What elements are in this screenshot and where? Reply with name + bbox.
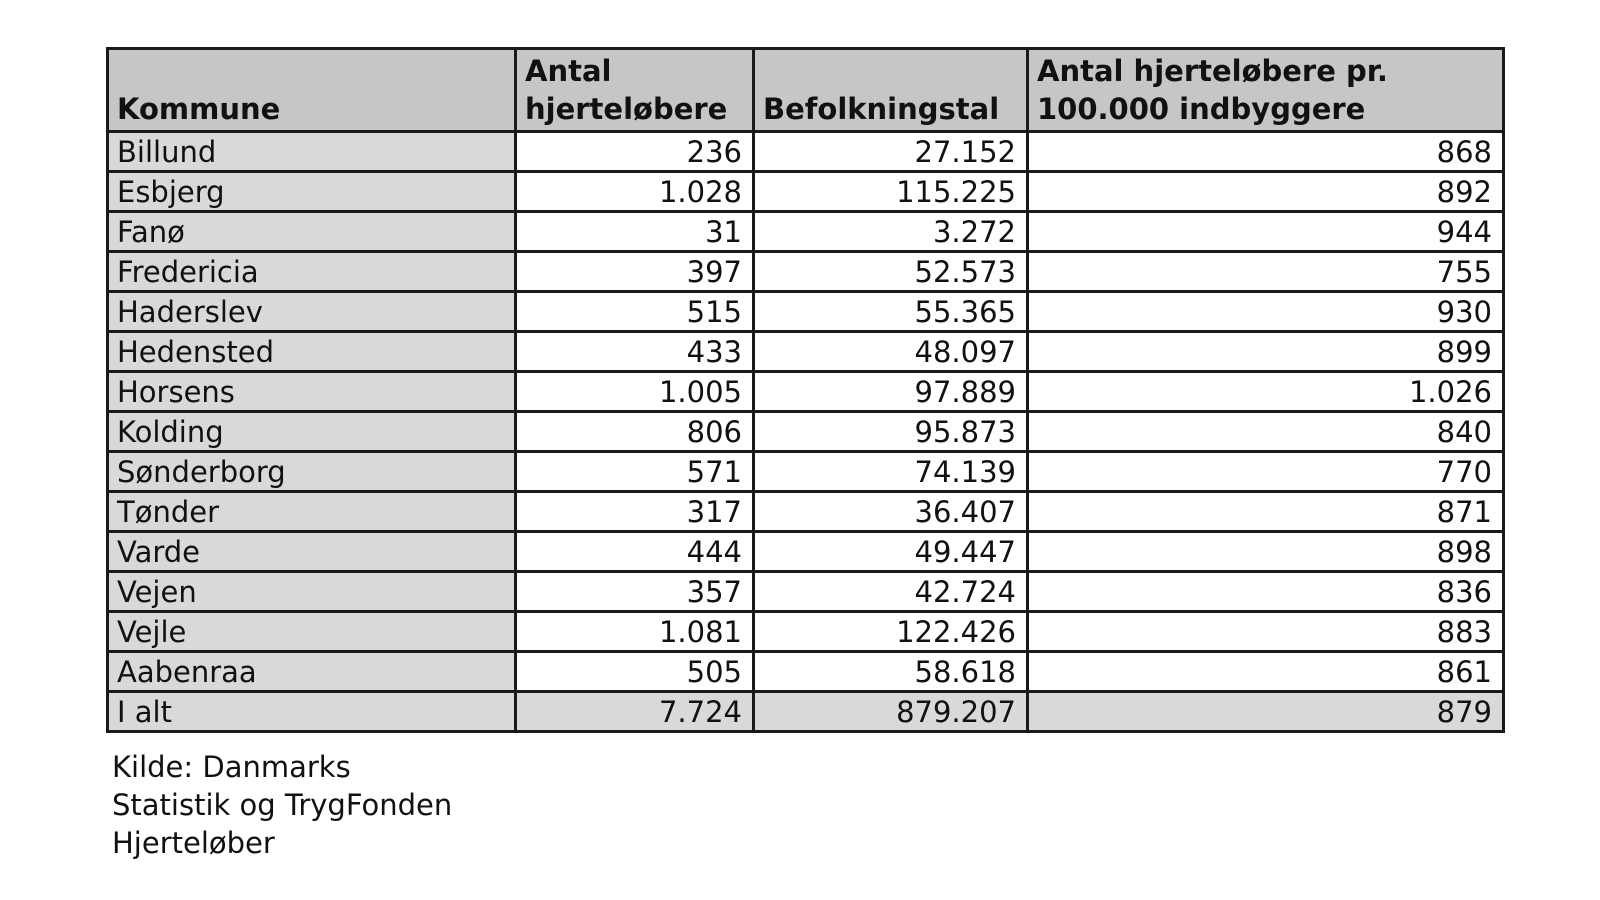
befolkningstal-cell: 55.365 bbox=[754, 292, 1028, 332]
befolkningstal-cell: 122.426 bbox=[754, 612, 1028, 652]
befolkningstal-cell: 58.618 bbox=[754, 652, 1028, 692]
table-row bbox=[108, 132, 1504, 172]
kommune-cell: Vejen bbox=[108, 572, 516, 612]
kommune-cell: Vejle bbox=[108, 612, 516, 652]
table-row bbox=[108, 572, 1504, 612]
table-row bbox=[108, 332, 1504, 372]
header-per-100000 bbox=[1028, 49, 1504, 132]
kommune-cell: Fanø bbox=[108, 212, 516, 252]
per-100000-cell: 861 bbox=[1028, 652, 1504, 692]
table-row bbox=[108, 532, 1504, 572]
per-100000-cell: 930 bbox=[1028, 292, 1504, 332]
table-header-row bbox=[108, 49, 1504, 132]
header-per-100000-line-1: Antal hjerteløbere pr. bbox=[1037, 54, 1388, 88]
kommune-cell: Tønder bbox=[108, 492, 516, 532]
table-row bbox=[108, 252, 1504, 292]
source-note bbox=[112, 748, 512, 862]
kommune-cell: Kolding bbox=[108, 412, 516, 452]
header-befolkningstal bbox=[754, 49, 1028, 132]
per-100000-cell: 840 bbox=[1028, 412, 1504, 452]
antal-cell: 505 bbox=[516, 652, 754, 692]
antal-cell: 397 bbox=[516, 252, 754, 292]
kommune-cell: Sønderborg bbox=[108, 452, 516, 492]
antal-cell: 515 bbox=[516, 292, 754, 332]
antal-cell: 236 bbox=[516, 132, 754, 172]
antal-cell: 1.028 bbox=[516, 172, 754, 212]
kommune-cell: Varde bbox=[108, 532, 516, 572]
per-100000-cell: 892 bbox=[1028, 172, 1504, 212]
table-row bbox=[108, 172, 1504, 212]
per-100000-cell: 868 bbox=[1028, 132, 1504, 172]
antal-cell: 317 bbox=[516, 492, 754, 532]
antal-cell: 433 bbox=[516, 332, 754, 372]
befolkningstal-cell: 27.152 bbox=[754, 132, 1028, 172]
per-100000-cell: 770 bbox=[1028, 452, 1504, 492]
header-antal-line-2: hjerteløbere bbox=[525, 92, 728, 126]
befolkningstal-cell: 52.573 bbox=[754, 252, 1028, 292]
table-row bbox=[108, 412, 1504, 452]
antal-cell: 1.081 bbox=[516, 612, 754, 652]
source-line-3: Hjerteløber bbox=[112, 826, 275, 860]
kommune-cell: Horsens bbox=[108, 372, 516, 412]
kommune-cell: Haderslev bbox=[108, 292, 516, 332]
befolkningstal-cell: 97.889 bbox=[754, 372, 1028, 412]
befolkningstal-cell: 36.407 bbox=[754, 492, 1028, 532]
befolkningstal-cell: 879.207 bbox=[754, 692, 1028, 732]
per-100000-cell: 755 bbox=[1028, 252, 1504, 292]
per-100000-cell: 879 bbox=[1028, 692, 1504, 732]
municipality-table bbox=[106, 47, 1505, 733]
header-per-100000-line-2: 100.000 indbyggere bbox=[1037, 92, 1366, 126]
befolkningstal-cell: 3.272 bbox=[754, 212, 1028, 252]
antal-cell: 444 bbox=[516, 532, 754, 572]
kommune-cell: Billund bbox=[108, 132, 516, 172]
header-antal-line-1: Antal bbox=[525, 54, 612, 88]
befolkningstal-cell: 74.139 bbox=[754, 452, 1028, 492]
befolkningstal-cell: 49.447 bbox=[754, 532, 1028, 572]
table-row bbox=[108, 652, 1504, 692]
kommune-cell: Aabenraa bbox=[108, 652, 516, 692]
source-line-2: Statistik og TrygFonden bbox=[112, 788, 453, 822]
antal-cell: 31 bbox=[516, 212, 754, 252]
antal-cell: 806 bbox=[516, 412, 754, 452]
kommune-cell: Esbjerg bbox=[108, 172, 516, 212]
befolkningstal-cell: 115.225 bbox=[754, 172, 1028, 212]
per-100000-cell: 1.026 bbox=[1028, 372, 1504, 412]
header-antal-hjertelobere bbox=[516, 49, 754, 132]
table-row bbox=[108, 612, 1504, 652]
per-100000-cell: 899 bbox=[1028, 332, 1504, 372]
antal-cell: 357 bbox=[516, 572, 754, 612]
table-row bbox=[108, 492, 1504, 532]
per-100000-cell: 871 bbox=[1028, 492, 1504, 532]
kommune-cell: I alt bbox=[108, 692, 516, 732]
antal-cell: 7.724 bbox=[516, 692, 754, 732]
kommune-cell: Fredericia bbox=[108, 252, 516, 292]
per-100000-cell: 944 bbox=[1028, 212, 1504, 252]
header-befolkningstal-line: Befolkningstal bbox=[763, 92, 1000, 126]
kommune-cell: Hedensted bbox=[108, 332, 516, 372]
table-total-row bbox=[108, 692, 1504, 732]
antal-cell: 1.005 bbox=[516, 372, 754, 412]
befolkningstal-cell: 48.097 bbox=[754, 332, 1028, 372]
header-kommune bbox=[108, 49, 516, 132]
table-row bbox=[108, 452, 1504, 492]
antal-cell: 571 bbox=[516, 452, 754, 492]
source-line-1: Kilde: Danmarks bbox=[112, 750, 351, 784]
per-100000-cell: 898 bbox=[1028, 532, 1504, 572]
table-row bbox=[108, 212, 1504, 252]
table-body bbox=[108, 132, 1504, 732]
table-row bbox=[108, 372, 1504, 412]
per-100000-cell: 883 bbox=[1028, 612, 1504, 652]
header-kommune-line: Kommune bbox=[117, 92, 281, 126]
per-100000-cell: 836 bbox=[1028, 572, 1504, 612]
befolkningstal-cell: 95.873 bbox=[754, 412, 1028, 452]
befolkningstal-cell: 42.724 bbox=[754, 572, 1028, 612]
table-row bbox=[108, 292, 1504, 332]
